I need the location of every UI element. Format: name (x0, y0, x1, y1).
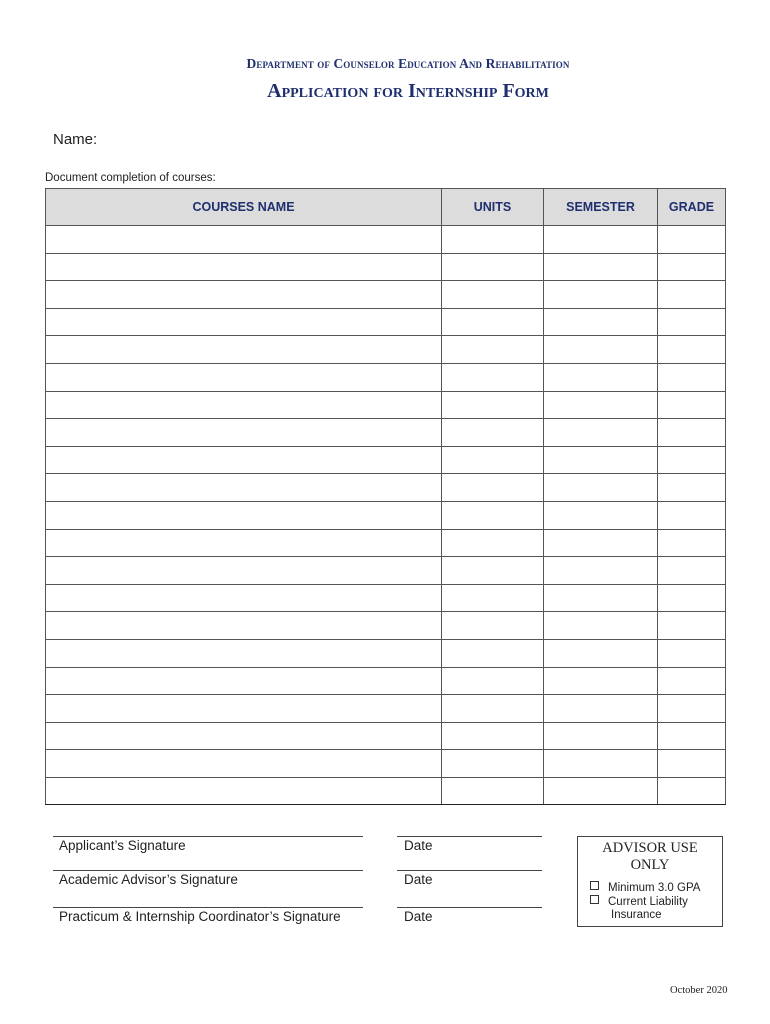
table-row (46, 501, 726, 529)
course-name-cell[interactable] (46, 419, 442, 447)
units-cell[interactable] (442, 750, 544, 778)
units-cell[interactable] (442, 777, 544, 805)
grade-cell[interactable] (658, 281, 726, 309)
course-name-cell[interactable] (46, 446, 442, 474)
course-name-cell[interactable] (46, 501, 442, 529)
grade-cell[interactable] (658, 584, 726, 612)
applicant-signature-line[interactable] (53, 836, 363, 837)
course-name-cell[interactable] (46, 750, 442, 778)
courses-table (45, 188, 726, 805)
grade-cell[interactable] (658, 612, 726, 640)
course-name-cell[interactable] (46, 584, 442, 612)
footer-date: October 2020 (670, 985, 728, 996)
units-cell[interactable] (442, 584, 544, 612)
semester-cell[interactable] (544, 777, 658, 805)
table-row (46, 639, 726, 667)
advisor-use-only-box (577, 836, 723, 927)
advisor-date-line[interactable] (397, 870, 542, 871)
applicant-signature-label: Applicant’s Signature (59, 838, 186, 853)
table-row (46, 391, 726, 419)
table-row (46, 253, 726, 281)
units-cell[interactable] (442, 695, 544, 723)
units-cell[interactable] (442, 391, 544, 419)
course-name-cell[interactable] (46, 281, 442, 309)
insurance-check-label: Current Liability (608, 896, 688, 908)
course-name-cell[interactable] (46, 557, 442, 585)
table-row (46, 446, 726, 474)
semester-cell[interactable] (544, 501, 658, 529)
name-label: Name: (53, 131, 98, 148)
grade-cell[interactable] (658, 336, 726, 364)
course-name-cell[interactable] (46, 639, 442, 667)
table-row (46, 584, 726, 612)
table-row (46, 419, 726, 447)
insurance-check-label-cont: Insurance (611, 909, 662, 921)
units-cell[interactable] (442, 639, 544, 667)
units-cell[interactable] (442, 253, 544, 281)
units-cell[interactable] (442, 722, 544, 750)
semester-cell[interactable] (544, 612, 658, 640)
table-row (46, 281, 726, 309)
advisor-title-line2: ONLY (630, 857, 670, 873)
units-cell[interactable] (442, 446, 544, 474)
grade-cell[interactable] (658, 695, 726, 723)
grade-cell[interactable] (658, 750, 726, 778)
grade-cell[interactable] (658, 474, 726, 502)
table-row (46, 557, 726, 585)
gpa-check-label: Minimum 3.0 GPA (608, 882, 701, 894)
units-cell[interactable] (442, 557, 544, 585)
units-cell[interactable] (442, 667, 544, 695)
semester-cell[interactable] (544, 336, 658, 364)
units-cell[interactable] (442, 474, 544, 502)
advisor-signature-line[interactable] (53, 870, 363, 871)
units-cell[interactable] (442, 419, 544, 447)
course-name-cell[interactable] (46, 777, 442, 805)
semester-cell[interactable] (544, 557, 658, 585)
column-header-units: UNITS (442, 189, 544, 226)
course-name-cell[interactable] (46, 667, 442, 695)
table-row (46, 474, 726, 502)
grade-cell[interactable] (658, 667, 726, 695)
advisor-title-line1: ADVISOR USE (602, 840, 698, 856)
grade-cell[interactable] (658, 308, 726, 336)
semester-cell[interactable] (544, 308, 658, 336)
semester-cell[interactable] (544, 667, 658, 695)
grade-cell[interactable] (658, 391, 726, 419)
applicant-date-line[interactable] (397, 836, 542, 837)
grade-cell[interactable] (658, 419, 726, 447)
units-cell[interactable] (442, 612, 544, 640)
units-cell[interactable] (442, 308, 544, 336)
course-name-cell[interactable] (46, 612, 442, 640)
grade-cell[interactable] (658, 557, 726, 585)
units-cell[interactable] (442, 226, 544, 254)
table-row (46, 529, 726, 557)
semester-cell[interactable] (544, 750, 658, 778)
course-name-cell[interactable] (46, 529, 442, 557)
grade-cell[interactable] (658, 253, 726, 281)
insurance-checkbox[interactable] (590, 895, 599, 904)
semester-cell[interactable] (544, 474, 658, 502)
grade-cell[interactable] (658, 226, 726, 254)
course-name-cell[interactable] (46, 308, 442, 336)
grade-cell[interactable] (658, 501, 726, 529)
gpa-check-item (590, 881, 700, 895)
coordinator-signature-label: Practicum & Internship Coordinator’s Signature (59, 909, 341, 924)
advisor-signature-label: Academic Advisor’s Signature (59, 872, 238, 887)
advisor-use-only-title (578, 840, 722, 874)
grade-cell[interactable] (658, 363, 726, 391)
semester-cell[interactable] (544, 281, 658, 309)
course-name-cell[interactable] (46, 722, 442, 750)
semester-cell[interactable] (544, 584, 658, 612)
grade-cell[interactable] (658, 639, 726, 667)
units-cell[interactable] (442, 363, 544, 391)
table-header-row (46, 189, 726, 226)
grade-cell[interactable] (658, 722, 726, 750)
units-cell[interactable] (442, 336, 544, 364)
course-name-cell[interactable] (46, 363, 442, 391)
department-title: Department of Counselor Education And Rehabilitation (246, 56, 570, 71)
table-row (46, 308, 726, 336)
semester-cell[interactable] (544, 639, 658, 667)
course-name-cell[interactable] (46, 474, 442, 502)
coordinator-date-line[interactable] (397, 907, 542, 908)
semester-cell[interactable] (544, 419, 658, 447)
course-name-cell[interactable] (46, 253, 442, 281)
form-title: Application for Internship Form (267, 80, 549, 102)
grade-cell[interactable] (658, 529, 726, 557)
units-cell[interactable] (442, 501, 544, 529)
insurance-check-item (590, 895, 688, 909)
semester-cell[interactable] (544, 391, 658, 419)
column-header-semester: SEMESTER (544, 189, 658, 226)
table-row (46, 363, 726, 391)
table-row (46, 722, 726, 750)
semester-cell[interactable] (544, 446, 658, 474)
course-name-cell[interactable] (46, 226, 442, 254)
document-note: Document completion of courses: (45, 172, 216, 184)
course-name-cell[interactable] (46, 695, 442, 723)
semester-cell[interactable] (544, 226, 658, 254)
table-row (46, 612, 726, 640)
course-name-cell[interactable] (46, 391, 442, 419)
table-row (46, 750, 726, 778)
coordinator-date-label: Date (404, 909, 433, 924)
table-row (46, 667, 726, 695)
advisor-date-label: Date (404, 872, 433, 887)
column-header-courses-name: COURSES NAME (46, 189, 442, 226)
table-row (46, 226, 726, 254)
coordinator-signature-line[interactable] (53, 907, 363, 908)
semester-cell[interactable] (544, 253, 658, 281)
units-cell[interactable] (442, 529, 544, 557)
column-header-grade: GRADE (658, 189, 726, 226)
applicant-date-label: Date (404, 838, 433, 853)
grade-cell[interactable] (658, 446, 726, 474)
semester-cell[interactable] (544, 529, 658, 557)
table-row (46, 695, 726, 723)
grade-cell[interactable] (658, 777, 726, 805)
table-row (46, 336, 726, 364)
units-cell[interactable] (442, 281, 544, 309)
semester-cell[interactable] (544, 363, 658, 391)
gpa-checkbox[interactable] (590, 881, 599, 890)
table-row (46, 777, 726, 805)
course-name-cell[interactable] (46, 336, 442, 364)
semester-cell[interactable] (544, 695, 658, 723)
semester-cell[interactable] (544, 722, 658, 750)
